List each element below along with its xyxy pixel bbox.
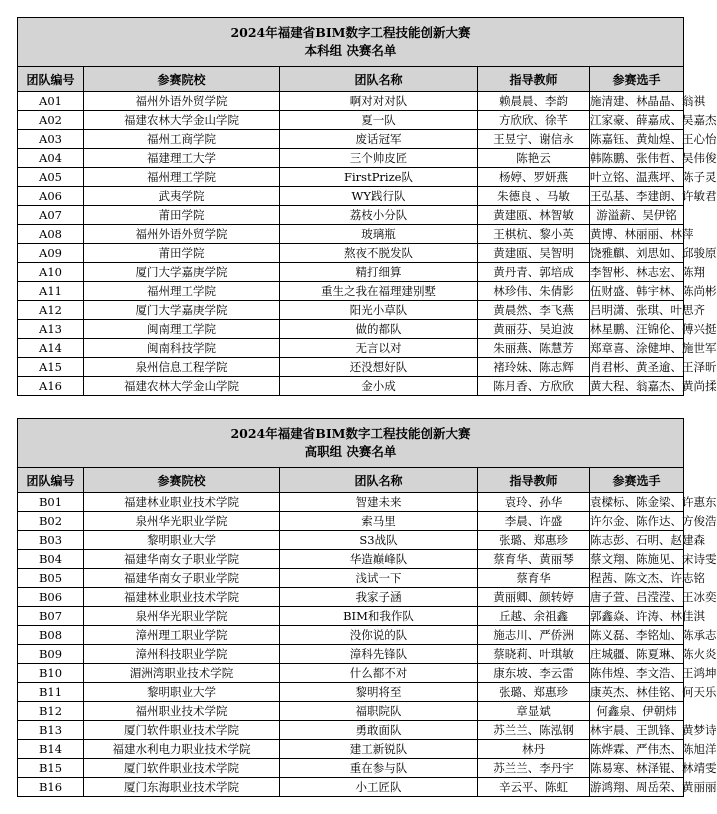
cell-school: 福建农林大学金山学院 xyxy=(84,111,280,130)
table-title xyxy=(18,18,684,67)
cell-school: 闽南科技学院 xyxy=(84,339,280,358)
cell-team-name: FirstPrize队 xyxy=(280,168,478,187)
competition-title: 2024年福建省BIM数字工程技能创新大赛 xyxy=(230,426,471,441)
cell-advisor: 黄丹青、郭培成 xyxy=(478,263,590,282)
cell-team-name: 重在参与队 xyxy=(280,759,478,778)
cell-advisor: 李晨、许盛 xyxy=(478,512,590,531)
cell-team-id: A01 xyxy=(18,92,84,111)
cell-advisor: 苏兰兰、李丹宇 xyxy=(478,759,590,778)
cell-team-name: 啊对对对队 xyxy=(280,92,478,111)
cell-team-name: 什么都不对 xyxy=(280,664,478,683)
cell-team-id: B05 xyxy=(18,569,84,588)
table-row xyxy=(18,168,684,187)
cell-advisor: 杨婷、罗妍燕 xyxy=(478,168,590,187)
cell-school: 黎明职业大学 xyxy=(84,683,280,702)
table-row xyxy=(18,377,684,396)
table-row xyxy=(18,531,684,550)
cell-school: 福建林业职业技术学院 xyxy=(84,588,280,607)
cell-contestants: 吕明潇、张琪、叶思齐 xyxy=(590,301,684,320)
cell-team-id: B07 xyxy=(18,607,84,626)
group-subtitle: 高职组 决赛名单 xyxy=(304,444,397,459)
cell-contestants: 陈易寒、林泽锟、林靖雯 xyxy=(590,759,684,778)
cell-team-name: 玻璃瓶 xyxy=(280,225,478,244)
cell-advisor: 丘越、余祖鑫 xyxy=(478,607,590,626)
table-row xyxy=(18,702,684,721)
col-header-team-name: 团队名称 xyxy=(280,468,478,493)
cell-contestants: 饶雅麒、刘思如、邱骏原 xyxy=(590,244,684,263)
cell-contestants: 伍财盛、韩宇林、陈尚彬 xyxy=(590,282,684,301)
cell-school: 福建理工大学 xyxy=(84,149,280,168)
cell-contestants: 陈义磊、李铭灿、陈承志 xyxy=(590,626,684,645)
cell-school: 黎明职业大学 xyxy=(84,531,280,550)
cell-advisor: 黄丽卿、颜转婷 xyxy=(478,588,590,607)
cell-team-id: A03 xyxy=(18,130,84,149)
cell-advisor: 黄丽芬、吴迫波 xyxy=(478,320,590,339)
cell-team-id: A14 xyxy=(18,339,84,358)
cell-team-name: 废话冠军 xyxy=(280,130,478,149)
cell-team-id: A02 xyxy=(18,111,84,130)
cell-advisor: 黄建瓯、林智敏 xyxy=(478,206,590,225)
cell-advisor: 蔡育华、黄丽琴 xyxy=(478,550,590,569)
table-row xyxy=(18,282,684,301)
cell-advisor: 王昱宁、谢信永 xyxy=(478,130,590,149)
table-row xyxy=(18,320,684,339)
table-row xyxy=(18,721,684,740)
cell-school: 武夷学院 xyxy=(84,187,280,206)
cell-team-id: B08 xyxy=(18,626,84,645)
cell-contestants: 林星鹏、汪锦伦、傅兴挺 xyxy=(590,320,684,339)
cell-school: 福州外语外贸学院 xyxy=(84,225,280,244)
cell-team-id: B03 xyxy=(18,531,84,550)
cell-school: 福建华南女子职业学院 xyxy=(84,569,280,588)
cell-contestants: 肖君彬、黄圣逾、王泽昕 xyxy=(590,358,684,377)
cell-team-name: 勇敢面队 xyxy=(280,721,478,740)
cell-contestants: 叶立铭、温燕坪、陈子灵 xyxy=(590,168,684,187)
cell-team-name: 阳光小草队 xyxy=(280,301,478,320)
cell-team-id: A04 xyxy=(18,149,84,168)
cell-team-name: 福职院队 xyxy=(280,702,478,721)
col-header-team-id: 团队编号 xyxy=(18,468,84,493)
cell-team-name: 没你说的队 xyxy=(280,626,478,645)
cell-school: 厦门软件职业技术学院 xyxy=(84,721,280,740)
col-header-advisor: 指导教师 xyxy=(478,67,590,92)
table-row xyxy=(18,206,684,225)
cell-team-name: 小工匠队 xyxy=(280,778,478,797)
vocational-finalist-table xyxy=(17,418,717,797)
cell-school: 漳州理工职业学院 xyxy=(84,626,280,645)
cell-team-id: A05 xyxy=(18,168,84,187)
table-row xyxy=(18,130,684,149)
cell-team-id: B13 xyxy=(18,721,84,740)
cell-contestants: 郭鑫焱、许涛、林佳淇 xyxy=(590,607,684,626)
cell-advisor: 黄晨然、李飞燕 xyxy=(478,301,590,320)
cell-team-id: B14 xyxy=(18,740,84,759)
cell-advisor: 辛云平、陈虹 xyxy=(478,778,590,797)
cell-team-id: B10 xyxy=(18,664,84,683)
cell-advisor: 陈艳云 xyxy=(478,149,590,168)
cell-contestants: 陈伟煌、李文浩、王鸿坤 xyxy=(590,664,684,683)
cell-contestants: 黄博、林丽丽、林萍 xyxy=(590,225,684,244)
cell-team-name: 重生之我在福理建别墅 xyxy=(280,282,478,301)
cell-team-name: 我家子涵 xyxy=(280,588,478,607)
cell-school: 福州职业技术学院 xyxy=(84,702,280,721)
table-row xyxy=(18,149,684,168)
cell-contestants: 林宇晨、王凯锋、黄梦诗 xyxy=(590,721,684,740)
cell-contestants: 蔡文翔、陈施见、宋诗雯 xyxy=(590,550,684,569)
group-subtitle: 本科组 决赛名单 xyxy=(304,43,397,58)
col-header-contestants: 参赛选手 xyxy=(590,67,684,92)
cell-contestants: 黄大程、翁嘉杰、黄尚揉 xyxy=(590,377,684,396)
cell-advisor: 张璐、郑惠珍 xyxy=(478,531,590,550)
cell-school: 福建水利电力职业技术学院 xyxy=(84,740,280,759)
table-row xyxy=(18,244,684,263)
cell-school: 厦门东海职业技术学院 xyxy=(84,778,280,797)
cell-team-name: WY践行队 xyxy=(280,187,478,206)
cell-school: 厦门大学嘉庚学院 xyxy=(84,301,280,320)
cell-team-name: 做的都队 xyxy=(280,320,478,339)
cell-school: 漳州科技职业学院 xyxy=(84,645,280,664)
table-row xyxy=(18,778,684,797)
cell-team-id: B01 xyxy=(18,493,84,512)
cell-team-name: 建工新锐队 xyxy=(280,740,478,759)
cell-team-id: B15 xyxy=(18,759,84,778)
table-row xyxy=(18,111,684,130)
cell-team-id: A11 xyxy=(18,282,84,301)
cell-team-id: A06 xyxy=(18,187,84,206)
cell-team-id: A09 xyxy=(18,244,84,263)
table-row xyxy=(18,607,684,626)
cell-advisor: 王棋杭、黎小英 xyxy=(478,225,590,244)
table-row xyxy=(18,358,684,377)
cell-contestants: 陈嘉钰、黄灿煌、王心怡 xyxy=(590,130,684,149)
table-row xyxy=(18,588,684,607)
cell-school: 厦门大学嘉庚学院 xyxy=(84,263,280,282)
cell-contestants: 许尔金、陈作达、方俊浩 xyxy=(590,512,684,531)
cell-team-id: B06 xyxy=(18,588,84,607)
cell-contestants: 康英杰、林佳铭、何天乐 xyxy=(590,683,684,702)
cell-school: 湄洲湾职业技术学院 xyxy=(84,664,280,683)
cell-advisor: 蔡育华 xyxy=(478,569,590,588)
cell-school: 福州理工学院 xyxy=(84,282,280,301)
cell-team-id: A16 xyxy=(18,377,84,396)
cell-contestants: 陈烨霖、严伟杰、陈旭洋 xyxy=(590,740,684,759)
undergraduate-finalist-table xyxy=(17,17,717,396)
header-row xyxy=(18,67,684,92)
cell-team-id: A13 xyxy=(18,320,84,339)
col-header-school: 参赛院校 xyxy=(84,67,280,92)
cell-school: 莆田学院 xyxy=(84,206,280,225)
col-header-contestants: 参赛选手 xyxy=(590,468,684,493)
col-header-advisor: 指导教师 xyxy=(478,468,590,493)
cell-team-id: A12 xyxy=(18,301,84,320)
cell-team-id: A08 xyxy=(18,225,84,244)
cell-school: 泉州华光职业学院 xyxy=(84,607,280,626)
cell-team-id: B11 xyxy=(18,683,84,702)
table-row xyxy=(18,626,684,645)
table-row xyxy=(18,301,684,320)
cell-team-name: 智建未来 xyxy=(280,493,478,512)
cell-school: 泉州信息工程学院 xyxy=(84,358,280,377)
cell-contestants: 袁樑标、陈金梁、许惠东 xyxy=(590,493,684,512)
table-title xyxy=(18,419,684,468)
cell-team-name: 漳科先锋队 xyxy=(280,645,478,664)
cell-school: 福建华南女子职业学院 xyxy=(84,550,280,569)
table-row xyxy=(18,569,684,588)
col-header-team-id: 团队编号 xyxy=(18,67,84,92)
cell-team-name: 熬夜不脱发队 xyxy=(280,244,478,263)
cell-school: 闽南理工学院 xyxy=(84,320,280,339)
cell-advisor: 苏兰兰、陈泓钢 xyxy=(478,721,590,740)
cell-contestants: 唐子萱、吕滢滢、王冰奕 xyxy=(590,588,684,607)
table-row xyxy=(18,683,684,702)
col-header-school: 参赛院校 xyxy=(84,468,280,493)
cell-contestants: 韩陈鹏、张伟哲、吴伟俊 xyxy=(590,149,684,168)
cell-school: 泉州华光职业学院 xyxy=(84,512,280,531)
cell-team-name: 华造巅峰队 xyxy=(280,550,478,569)
cell-team-id: B04 xyxy=(18,550,84,569)
cell-team-name: 金小成 xyxy=(280,377,478,396)
cell-team-name: 无言以对 xyxy=(280,339,478,358)
competition-title: 2024年福建省BIM数字工程技能创新大赛 xyxy=(230,25,471,40)
cell-team-name: 黎明将至 xyxy=(280,683,478,702)
cell-team-name: 荔枝小分队 xyxy=(280,206,478,225)
table-row xyxy=(18,759,684,778)
cell-advisor: 康东坡、李云雷 xyxy=(478,664,590,683)
cell-advisor: 林珍伟、朱倩影 xyxy=(478,282,590,301)
cell-advisor: 蔡晓莉、叶琪敏 xyxy=(478,645,590,664)
table-row xyxy=(18,187,684,206)
cell-team-name: 夏一队 xyxy=(280,111,478,130)
cell-contestants: 江家豪、薛嘉成、吴嘉杰 xyxy=(590,111,684,130)
cell-school: 福建农林大学金山学院 xyxy=(84,377,280,396)
cell-advisor: 方欣欣、徐芊 xyxy=(478,111,590,130)
cell-team-name: 三个帅皮匠 xyxy=(280,149,478,168)
cell-advisor: 章显斌 xyxy=(478,702,590,721)
cell-contestants: 游鸿翔、周岳荣、黄丽丽 xyxy=(590,778,684,797)
cell-contestants: 游溢薪、吴伊铭 xyxy=(590,206,684,225)
table-row xyxy=(18,493,684,512)
cell-school: 福州工商学院 xyxy=(84,130,280,149)
cell-contestants: 王弘基、李建朗、许敏君 xyxy=(590,187,684,206)
cell-contestants: 庄城疆、陈夏琳、陈火炎 xyxy=(590,645,684,664)
table-row xyxy=(18,225,684,244)
table-row xyxy=(18,645,684,664)
cell-advisor: 朱德良 、马敏 xyxy=(478,187,590,206)
cell-advisor: 林丹 xyxy=(478,740,590,759)
table-row xyxy=(18,339,684,358)
cell-contestants: 程茜、陈文杰、许志铭 xyxy=(590,569,684,588)
header-row xyxy=(18,468,684,493)
cell-advisor: 朱丽燕、陈慧芳 xyxy=(478,339,590,358)
table-row xyxy=(18,512,684,531)
cell-team-id: B16 xyxy=(18,778,84,797)
cell-team-name: 精打细算 xyxy=(280,263,478,282)
cell-school: 莆田学院 xyxy=(84,244,280,263)
cell-contestants: 陈志彭、石明、赵建森 xyxy=(590,531,684,550)
cell-team-name: BIM和我作队 xyxy=(280,607,478,626)
cell-team-id: A15 xyxy=(18,358,84,377)
table-row xyxy=(18,740,684,759)
table-row xyxy=(18,263,684,282)
cell-contestants: 李智彬、林志宏、陈翔 xyxy=(590,263,684,282)
cell-advisor: 赖晨晨、李韵 xyxy=(478,92,590,111)
col-header-team-name: 团队名称 xyxy=(280,67,478,92)
cell-school: 福建林业职业技术学院 xyxy=(84,493,280,512)
cell-team-id: B02 xyxy=(18,512,84,531)
cell-contestants: 郑章喜、涂健坤、施世军 xyxy=(590,339,684,358)
cell-team-id: A10 xyxy=(18,263,84,282)
cell-advisor: 施志川、严侨洲 xyxy=(478,626,590,645)
cell-team-name: 还没想好队 xyxy=(280,358,478,377)
cell-school: 厦门软件职业技术学院 xyxy=(84,759,280,778)
cell-team-name: 浅试一下 xyxy=(280,569,478,588)
cell-team-id: A07 xyxy=(18,206,84,225)
cell-team-name: S3战队 xyxy=(280,531,478,550)
table-row xyxy=(18,92,684,111)
cell-advisor: 袁玲、孙华 xyxy=(478,493,590,512)
cell-school: 福州外语外贸学院 xyxy=(84,92,280,111)
cell-school: 福州理工学院 xyxy=(84,168,280,187)
table-row xyxy=(18,664,684,683)
cell-advisor: 张璐、郑惠珍 xyxy=(478,683,590,702)
cell-contestants: 何鑫泉、伊朝炜 xyxy=(590,702,684,721)
table-row xyxy=(18,550,684,569)
cell-team-id: B12 xyxy=(18,702,84,721)
cell-advisor: 黄建瓯、吴智明 xyxy=(478,244,590,263)
cell-advisor: 陈月香、方欣欣 xyxy=(478,377,590,396)
cell-team-name: 索马里 xyxy=(280,512,478,531)
cell-advisor: 褚玲妹、陈志辉 xyxy=(478,358,590,377)
cell-contestants: 施清建、林晶晶、翁祺 xyxy=(590,92,684,111)
cell-team-id: B09 xyxy=(18,645,84,664)
